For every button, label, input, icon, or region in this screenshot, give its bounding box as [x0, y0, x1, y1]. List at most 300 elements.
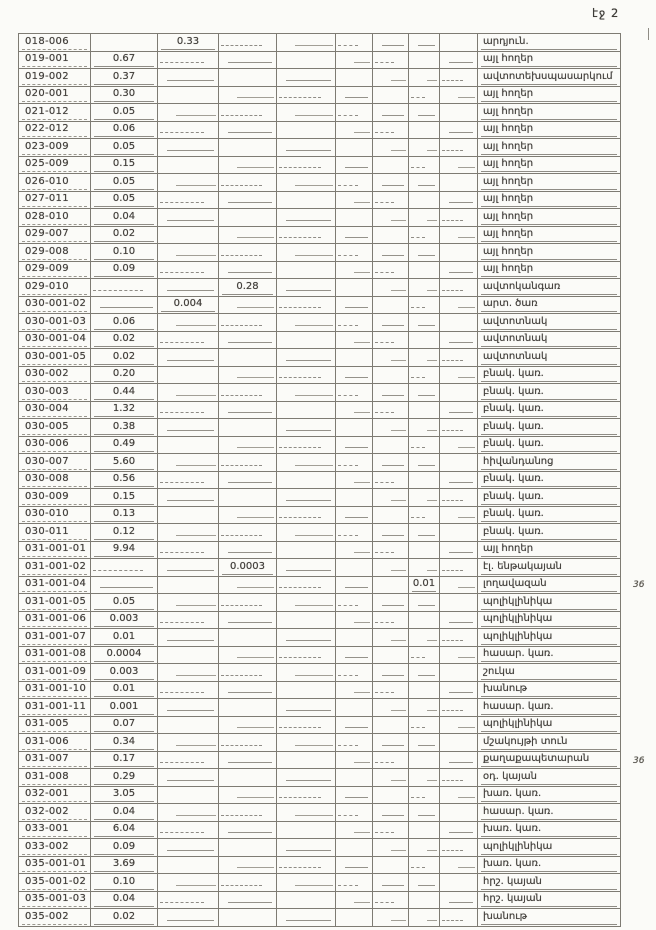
empty-cell	[373, 244, 409, 262]
empty-cell	[440, 716, 478, 734]
table-row	[19, 366, 621, 384]
area-value-cell-3	[219, 874, 277, 892]
parcel-code-cell: 031-001-09	[19, 664, 91, 682]
empty-cell	[336, 191, 373, 209]
parcel-code-cell: 019-002	[19, 69, 91, 87]
empty-cell	[336, 121, 373, 139]
area-value-cell-2	[158, 244, 219, 262]
area-value-cell-4	[409, 804, 440, 822]
parcel-code-cell: 030-007	[19, 454, 91, 472]
land-use-label-cell: այլ հողեր	[478, 86, 621, 104]
empty-cell	[336, 629, 373, 647]
empty-cell	[277, 559, 336, 577]
area-value-cell-3	[219, 156, 277, 174]
land-use-label-cell: այլ հողեր	[478, 121, 621, 139]
empty-cell	[336, 69, 373, 87]
area-value-cell-1: 0.04	[91, 891, 158, 909]
empty-cell	[336, 436, 373, 454]
empty-cell	[336, 244, 373, 262]
empty-cell	[373, 786, 409, 804]
table-row	[19, 646, 621, 664]
area-value-cell-1: 0.05	[91, 139, 158, 157]
empty-cell	[440, 69, 478, 87]
area-value-cell-2	[158, 891, 219, 909]
land-use-label-cell: բնակ. կառ.	[478, 471, 621, 489]
table-row	[19, 681, 621, 699]
area-value-cell-3	[219, 401, 277, 419]
table-row	[19, 734, 621, 752]
empty-cell	[277, 611, 336, 629]
empty-cell	[277, 716, 336, 734]
empty-cell	[277, 471, 336, 489]
land-table-body	[19, 34, 621, 927]
empty-cell	[440, 751, 478, 769]
area-value-cell-1: 0.17	[91, 751, 158, 769]
empty-cell	[277, 209, 336, 227]
land-use-label-cell: էլ. ենթակայան	[478, 559, 621, 577]
area-value-cell-4	[409, 349, 440, 367]
empty-cell	[373, 891, 409, 909]
parcel-code-cell: 033-001	[19, 821, 91, 839]
land-use-label-cell: այլ հողեր	[478, 139, 621, 157]
empty-cell	[277, 769, 336, 787]
area-value-cell-1: 5.60	[91, 454, 158, 472]
land-use-label-cell: այլ հողեր	[478, 226, 621, 244]
area-value-cell-4	[409, 296, 440, 314]
area-value-cell-3	[219, 629, 277, 647]
empty-cell	[440, 401, 478, 419]
land-use-label-cell: այլ հողեր	[478, 541, 621, 559]
handwritten-margin-note: 36	[633, 755, 645, 766]
empty-cell	[336, 366, 373, 384]
empty-cell	[336, 104, 373, 122]
empty-cell	[373, 506, 409, 524]
parcel-code-cell: 030-008	[19, 471, 91, 489]
empty-cell	[373, 174, 409, 192]
area-value-cell-3	[219, 594, 277, 612]
area-value-cell-3	[219, 261, 277, 279]
area-value-cell-1: 0.67	[91, 51, 158, 69]
empty-cell	[277, 874, 336, 892]
land-use-label-cell: այլ հողեր	[478, 51, 621, 69]
empty-cell	[277, 524, 336, 542]
area-value-cell-1: 0.02	[91, 349, 158, 367]
area-value-cell-4	[409, 471, 440, 489]
parcel-code-cell: 021-012	[19, 104, 91, 122]
area-value-cell-2	[158, 629, 219, 647]
parcel-code-cell: 032-001	[19, 786, 91, 804]
area-value-cell-1: 0.20	[91, 366, 158, 384]
empty-cell	[277, 506, 336, 524]
table-row	[19, 769, 621, 787]
table-row	[19, 331, 621, 349]
empty-cell	[336, 821, 373, 839]
empty-cell	[440, 86, 478, 104]
empty-cell	[336, 471, 373, 489]
area-value-cell-3	[219, 681, 277, 699]
area-value-cell-2	[158, 716, 219, 734]
land-use-label-cell: շուկա	[478, 664, 621, 682]
area-value-cell-2	[158, 454, 219, 472]
parcel-code-cell: 035-001-03	[19, 891, 91, 909]
parcel-code-cell: 030-001-02	[19, 296, 91, 314]
area-value-cell-2	[158, 86, 219, 104]
empty-cell	[277, 646, 336, 664]
area-value-cell-1: 3.69	[91, 856, 158, 874]
empty-cell	[440, 366, 478, 384]
empty-cell	[440, 576, 478, 594]
empty-cell	[440, 629, 478, 647]
area-value-cell-2	[158, 139, 219, 157]
empty-cell	[277, 314, 336, 332]
area-value-cell-4	[409, 226, 440, 244]
area-value-cell-3	[219, 804, 277, 822]
empty-cell	[440, 909, 478, 927]
table-row	[19, 296, 621, 314]
area-value-cell-2	[158, 594, 219, 612]
area-value-cell-4	[409, 681, 440, 699]
area-value-cell-1: 0.13	[91, 506, 158, 524]
area-value-cell-3	[219, 821, 277, 839]
area-value-cell-2	[158, 174, 219, 192]
area-value-cell-3	[219, 349, 277, 367]
empty-cell	[277, 86, 336, 104]
area-value-cell-4	[409, 734, 440, 752]
empty-cell	[277, 541, 336, 559]
empty-cell	[373, 611, 409, 629]
empty-cell	[336, 804, 373, 822]
empty-cell	[440, 296, 478, 314]
area-value-cell-4	[409, 261, 440, 279]
area-value-cell-1: 0.05	[91, 594, 158, 612]
empty-cell	[277, 436, 336, 454]
area-value-cell-2	[158, 506, 219, 524]
land-use-label-cell: բնակ. կառ.	[478, 401, 621, 419]
area-value-cell-1	[91, 559, 158, 577]
land-use-label-cell: հասար. կառ.	[478, 646, 621, 664]
empty-cell	[336, 751, 373, 769]
area-value-cell-4	[409, 699, 440, 717]
area-value-cell-2	[158, 734, 219, 752]
area-value-cell-3	[219, 611, 277, 629]
table-row	[19, 279, 621, 297]
area-value-cell-2	[158, 769, 219, 787]
area-value-cell-2	[158, 839, 219, 857]
area-value-cell-1: 0.04	[91, 209, 158, 227]
parcel-code-cell: 032-002	[19, 804, 91, 822]
empty-cell	[373, 296, 409, 314]
land-use-label-cell: հրշ. կայան	[478, 874, 621, 892]
table-row	[19, 226, 621, 244]
area-value-cell-4	[409, 209, 440, 227]
area-value-cell-2	[158, 611, 219, 629]
area-value-cell-1: 0.34	[91, 734, 158, 752]
land-use-label-cell: խանութ	[478, 681, 621, 699]
table-row	[19, 611, 621, 629]
parcel-code-cell: 029-010	[19, 279, 91, 297]
area-value-cell-3	[219, 646, 277, 664]
area-value-cell-1	[91, 576, 158, 594]
area-value-cell-4	[409, 419, 440, 437]
area-value-cell-3	[219, 541, 277, 559]
area-value-cell-1: 0.30	[91, 86, 158, 104]
area-value-cell-4	[409, 384, 440, 402]
empty-cell	[336, 489, 373, 507]
area-value-cell-1: 0.02	[91, 909, 158, 927]
empty-cell	[277, 51, 336, 69]
empty-cell	[277, 296, 336, 314]
empty-cell	[440, 436, 478, 454]
empty-cell	[277, 331, 336, 349]
area-value-cell-2	[158, 664, 219, 682]
area-value-cell-2	[158, 384, 219, 402]
area-value-cell-3	[219, 191, 277, 209]
empty-cell	[440, 681, 478, 699]
area-value-cell-2	[158, 226, 219, 244]
area-value-cell-3	[219, 419, 277, 437]
area-value-cell-4	[409, 104, 440, 122]
land-use-label-cell: բնակ. կառ.	[478, 489, 621, 507]
area-value-cell-2	[158, 559, 219, 577]
empty-cell	[277, 699, 336, 717]
empty-cell	[373, 104, 409, 122]
parcel-code-cell: 031-001-10	[19, 681, 91, 699]
empty-cell	[440, 856, 478, 874]
land-use-label-cell: հասար. կառ.	[478, 804, 621, 822]
area-value-cell-1: 0.09	[91, 839, 158, 857]
empty-cell	[373, 121, 409, 139]
parcel-code-cell: 031-006	[19, 734, 91, 752]
area-value-cell-3	[219, 226, 277, 244]
table-row	[19, 856, 621, 874]
empty-cell	[440, 191, 478, 209]
table-row	[19, 804, 621, 822]
parcel-code-cell: 030-003	[19, 384, 91, 402]
empty-cell	[440, 489, 478, 507]
parcel-code-cell: 030-001-04	[19, 331, 91, 349]
empty-cell	[373, 804, 409, 822]
land-use-label-cell: արտ. ծառ	[478, 296, 621, 314]
table-row	[19, 576, 621, 594]
area-value-cell-3	[219, 436, 277, 454]
land-use-label-cell: այլ հողեր	[478, 261, 621, 279]
area-value-cell-1: 0.01	[91, 629, 158, 647]
area-value-cell-3	[219, 331, 277, 349]
area-value-cell-3	[219, 751, 277, 769]
area-value-cell-2	[158, 261, 219, 279]
land-use-label-cell: մշակույթի տուն	[478, 734, 621, 752]
area-value-cell-4	[409, 121, 440, 139]
empty-cell	[277, 174, 336, 192]
table-row	[19, 909, 621, 927]
empty-cell	[440, 156, 478, 174]
parcel-code-cell: 031-007	[19, 751, 91, 769]
empty-cell	[373, 699, 409, 717]
parcel-code-cell: 027-011	[19, 191, 91, 209]
area-value-cell-1: 0.05	[91, 174, 158, 192]
empty-cell	[336, 331, 373, 349]
empty-cell	[373, 261, 409, 279]
area-value-cell-2	[158, 821, 219, 839]
area-value-cell-4	[409, 821, 440, 839]
empty-cell	[336, 296, 373, 314]
empty-cell	[277, 401, 336, 419]
area-value-cell-3	[219, 51, 277, 69]
table-row	[19, 506, 621, 524]
table-row	[19, 839, 621, 857]
empty-cell	[336, 664, 373, 682]
land-use-label-cell: քաղաքապետարան	[478, 751, 621, 769]
land-use-label-cell: այլ հողեր	[478, 104, 621, 122]
empty-cell	[277, 751, 336, 769]
empty-cell	[440, 279, 478, 297]
area-value-cell-4	[409, 279, 440, 297]
empty-cell	[277, 34, 336, 52]
empty-cell	[277, 279, 336, 297]
area-value-cell-4	[409, 69, 440, 87]
parcel-code-cell: 023-009	[19, 139, 91, 157]
empty-cell	[336, 646, 373, 664]
area-value-cell-4: 0.01	[409, 576, 440, 594]
area-value-cell-4	[409, 769, 440, 787]
empty-cell	[373, 559, 409, 577]
land-use-label-cell: բնակ. կառ.	[478, 506, 621, 524]
empty-cell	[373, 576, 409, 594]
area-value-cell-4	[409, 874, 440, 892]
empty-cell	[277, 156, 336, 174]
table-row	[19, 314, 621, 332]
area-value-cell-1: 0.02	[91, 331, 158, 349]
land-use-label-cell: ավտոտնակ	[478, 314, 621, 332]
empty-cell	[373, 139, 409, 157]
land-use-label-cell: այլ հողեր	[478, 156, 621, 174]
empty-cell	[277, 804, 336, 822]
area-value-cell-2: 0.33	[158, 34, 219, 52]
empty-cell	[277, 366, 336, 384]
empty-cell	[373, 681, 409, 699]
area-value-cell-3	[219, 489, 277, 507]
area-value-cell-4	[409, 629, 440, 647]
table-row	[19, 349, 621, 367]
empty-cell	[373, 646, 409, 664]
table-row	[19, 786, 621, 804]
empty-cell	[373, 191, 409, 209]
area-value-cell-2	[158, 436, 219, 454]
empty-cell	[336, 716, 373, 734]
empty-cell	[373, 454, 409, 472]
empty-cell	[440, 839, 478, 857]
area-value-cell-3	[219, 839, 277, 857]
handwritten-margin-note: 36	[633, 580, 645, 591]
empty-cell	[440, 594, 478, 612]
area-value-cell-2: 0.004	[158, 296, 219, 314]
empty-cell	[373, 751, 409, 769]
empty-cell	[277, 121, 336, 139]
empty-cell	[440, 506, 478, 524]
land-use-label-cell: արդյուն.	[478, 34, 621, 52]
land-use-label-cell: ավտոտնակ	[478, 349, 621, 367]
empty-cell	[277, 104, 336, 122]
area-value-cell-4	[409, 716, 440, 734]
empty-cell	[277, 891, 336, 909]
area-value-cell-4	[409, 139, 440, 157]
table-row	[19, 541, 621, 559]
area-value-cell-1: 0.003	[91, 611, 158, 629]
parcel-code-cell: 018-006	[19, 34, 91, 52]
table-row	[19, 821, 621, 839]
area-value-cell-4	[409, 646, 440, 664]
parcel-code-cell: 035-002	[19, 909, 91, 927]
empty-cell	[440, 664, 478, 682]
land-use-label-cell: խառ. կառ.	[478, 856, 621, 874]
parcel-code-cell: 031-008	[19, 769, 91, 787]
parcel-code-cell: 031-001-11	[19, 699, 91, 717]
area-value-cell-3	[219, 86, 277, 104]
empty-cell	[373, 401, 409, 419]
parcel-code-cell: 030-011	[19, 524, 91, 542]
area-value-cell-1: 0.02	[91, 226, 158, 244]
empty-cell	[440, 786, 478, 804]
empty-cell	[373, 839, 409, 857]
empty-cell	[440, 121, 478, 139]
empty-cell	[440, 244, 478, 262]
area-value-cell-2	[158, 121, 219, 139]
empty-cell	[373, 226, 409, 244]
empty-cell	[336, 681, 373, 699]
area-value-cell-1: 0.01	[91, 681, 158, 699]
empty-cell	[336, 454, 373, 472]
empty-cell	[373, 69, 409, 87]
empty-cell	[373, 629, 409, 647]
table-row	[19, 419, 621, 437]
empty-cell	[336, 349, 373, 367]
area-value-cell-4	[409, 559, 440, 577]
parcel-code-cell: 031-001-08	[19, 646, 91, 664]
empty-cell	[277, 664, 336, 682]
area-value-cell-1: 0.49	[91, 436, 158, 454]
land-use-label-cell: բնակ. կառ.	[478, 436, 621, 454]
area-value-cell-1: 0.10	[91, 874, 158, 892]
empty-cell	[336, 226, 373, 244]
area-value-cell-3	[219, 209, 277, 227]
table-row	[19, 401, 621, 419]
area-value-cell-1: 0.29	[91, 769, 158, 787]
scan-artifact-tick	[648, 28, 649, 40]
empty-cell	[336, 699, 373, 717]
land-use-label-cell: այլ հողեր	[478, 174, 621, 192]
empty-cell	[373, 156, 409, 174]
empty-cell	[373, 331, 409, 349]
area-value-cell-4	[409, 454, 440, 472]
area-value-cell-2	[158, 489, 219, 507]
land-use-label-cell: ավտոտնակ	[478, 331, 621, 349]
area-value-cell-2	[158, 909, 219, 927]
parcel-code-cell: 030-006	[19, 436, 91, 454]
empty-cell	[336, 279, 373, 297]
area-value-cell-1	[91, 279, 158, 297]
table-row	[19, 699, 621, 717]
parcel-code-cell: 022-012	[19, 121, 91, 139]
empty-cell	[277, 594, 336, 612]
land-use-label-cell: խանութ	[478, 909, 621, 927]
empty-cell	[336, 419, 373, 437]
empty-cell	[336, 874, 373, 892]
empty-cell	[373, 734, 409, 752]
empty-cell	[336, 611, 373, 629]
area-value-cell-4	[409, 839, 440, 857]
area-value-cell-1: 0.07	[91, 716, 158, 734]
empty-cell	[336, 594, 373, 612]
